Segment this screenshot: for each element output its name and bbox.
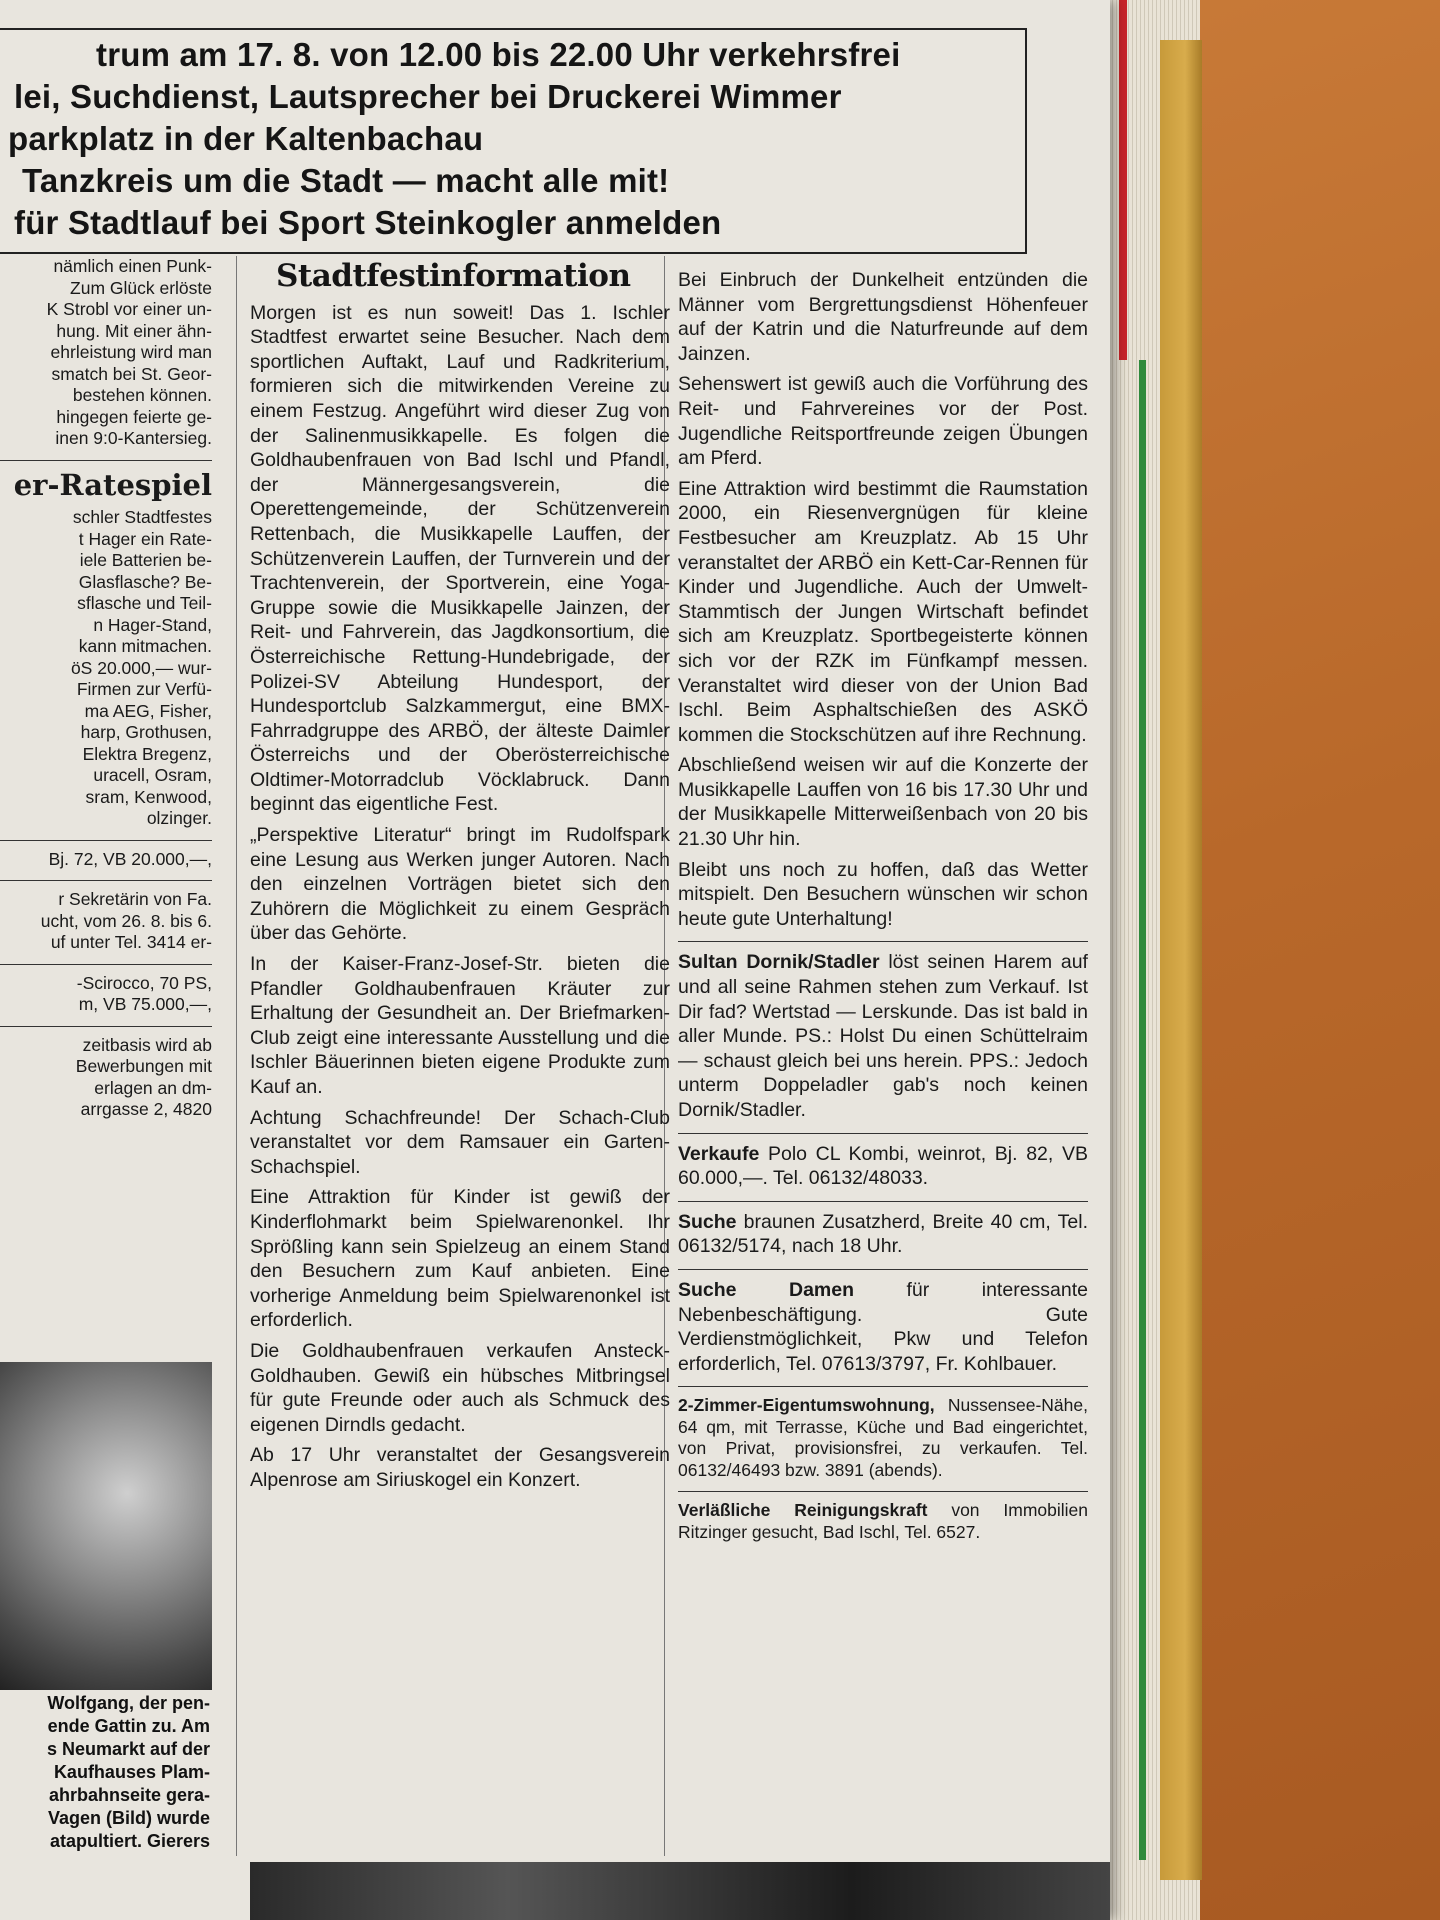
text-line: öS 20.000,— wur- bbox=[70, 657, 212, 678]
text-line: sram, Kenwood, bbox=[85, 786, 212, 807]
photo-caption bbox=[0, 1692, 210, 1853]
paragraph: Eine Attraktion für Kinder ist gewiß der Kinderflohmarkt beim Spielwarenonkel. Ihr Sprößling kann sein Spielzeug an einem Stand den Besuchern zum Kauf anbieten. Eine vorherige Anmeldung beim Spielwarenonkel ist erforderlich. bbox=[250, 1186, 670, 1332]
article-body bbox=[250, 301, 670, 1493]
middle-column bbox=[250, 258, 670, 1499]
text-line: hung. Mit einer ähn- bbox=[56, 320, 212, 341]
stadtfest-heading: Stadtfestinformation bbox=[276, 258, 631, 294]
left-block-ad bbox=[0, 1035, 212, 1121]
text-line: iele Batterien be- bbox=[79, 550, 212, 571]
paragraph: Bleibt uns noch zu hoffen, daß das Wetter mitspielt. Den Besuchern wünschen wir schon heute gute Unterhaltung! bbox=[678, 858, 1088, 930]
ad-lead: Sultan Dornik/Stadler bbox=[678, 951, 880, 974]
ad-text: Nussensee-Nähe, 64 qm, mit Terrasse, Küche und Bad eingerichtet, von Privat, provisionsfrei, zu verkaufen. Tel. 06132/46493 bzw. 3891 (abends). bbox=[678, 1395, 1088, 1480]
text-line: t Hager ein Rate- bbox=[78, 528, 212, 549]
paragraph: Achtung Schachfreunde! Der Schach-Club veranstaltet vor dem Ramsauer ein Garten-Schachspiel. bbox=[250, 1106, 670, 1178]
text-line: Bj. 72, VB 20.000,—, bbox=[48, 848, 212, 869]
text-line: smatch bei St. Geor- bbox=[51, 363, 212, 384]
classified-ad bbox=[678, 1500, 1088, 1543]
left-block-ad bbox=[0, 889, 212, 954]
divider bbox=[0, 460, 212, 461]
classified-ad bbox=[678, 1210, 1088, 1259]
paragraph: Morgen ist es nun soweit! Das 1. Ischler Stadtfest erwartet seine Besucher. Nach dem sportlichen Auftakt, Lauf und Radkriterium, formieren sich die mitwirkenden Vereine zu einem Festzug. Angeführt wird dieser Zug von der Salinenmusikkapelle. Es folgen die Goldhaubenfrauen von Bad Ischl und Pfandl, der Männergesangsverein, die Operettengemeinde, der Schützenverein Rettenbach, die Musikkapelle Lauffen, der Schützenverein Lauffen, der Turnverein und der Trachtenverein, der Sportverein, eine Yoga-Gruppe sowie die Musikkapelle Jainzen, der Reit- und Fahrverein, das Jagdkonsortium, die Österreichische Rettung-Hundebrigade, der Polizei-SV Abteilung Hundesport, der Hundesportclub Salzkammergut, eine BMX-Fahrradgruppe des ARBÖ, der älteste Daimler Österreichs und der Oberösterreichische Oldtimer-Motorradclub Vöcklabruck. Dann beginnt das eigentliche Fest. bbox=[250, 301, 670, 816]
text-line: ma AEG, Fisher, bbox=[84, 700, 212, 721]
left-block-ad bbox=[0, 849, 212, 871]
text-line: erlagen an dm- bbox=[94, 1077, 212, 1098]
text-line: inen 9:0-Kantersieg. bbox=[55, 428, 212, 448]
text-line: nämlich einen Punk- bbox=[53, 256, 212, 276]
text-line: ucht, vom 26. 8. bis 6. bbox=[40, 910, 212, 931]
text-line: bestehen können. bbox=[72, 385, 212, 405]
text-line: schler Stadtfestes bbox=[72, 507, 212, 528]
classified-ad bbox=[678, 1395, 1088, 1481]
caption-line: Wolfgang, der pen- bbox=[47, 1693, 210, 1713]
book-cover-edge bbox=[1160, 40, 1202, 1880]
classified-ads bbox=[678, 941, 1088, 1543]
left-block-ad bbox=[0, 973, 212, 1016]
bottom-photo-strip bbox=[250, 1862, 1110, 1920]
text-line: Firmen zur Verfü- bbox=[76, 679, 212, 700]
right-column bbox=[678, 268, 1088, 1549]
classified-ad bbox=[678, 1142, 1088, 1191]
headline-line: lei, Suchdienst, Lautsprecher bei Druckerei Wimmer bbox=[14, 78, 842, 115]
text-line: Glasflasche? Be- bbox=[78, 571, 212, 592]
divider bbox=[678, 1269, 1088, 1270]
divider bbox=[678, 1133, 1088, 1134]
paragraph: Sehenswert ist gewiß auch die Vorführung des Reit- und Fahrvereines vor der Post. Jugendliche Reitsportfreunde zeigen Übungen am Pferd. bbox=[678, 373, 1088, 470]
text-line: arrgasse 2, 4820 bbox=[80, 1099, 212, 1120]
caption-line: atapultiert. Gierers bbox=[49, 1831, 210, 1851]
ad-lead: Suche Damen bbox=[678, 1278, 855, 1301]
text-line: sflasche und Teil- bbox=[77, 593, 212, 614]
caption-line: s Neumarkt auf der bbox=[46, 1739, 210, 1759]
divider bbox=[0, 1026, 212, 1027]
divider bbox=[0, 880, 212, 881]
paragraph: Bei Einbruch der Dunkelheit entzünden die Männer vom Bergrettungsdienst Höhenfeuer auf der Katrin und die Naturfreunde auf dem Jainzen. bbox=[678, 269, 1088, 365]
text-line: Zum Glück erlöste bbox=[70, 277, 212, 298]
ad-lead: Verläßliche Reinigungskraft bbox=[678, 1500, 928, 1521]
text-line: Bewerbungen mit bbox=[75, 1056, 212, 1077]
divider bbox=[0, 840, 212, 841]
text-line: K Strobl vor einer un- bbox=[46, 299, 212, 319]
ad-text: löst seinen Harem auf und all seine Rahmen stehen zum Verkauf. Ist Dir fad? Wertstad — Lerskunde. Das ist bald in aller Munde. PS.: Holst Du einen Schüttelraim — schaust gleich bei uns herein. PPS.: Jedoch unterm Doppeladler gab's noch keinen Dornik/Stadler. bbox=[678, 951, 1088, 1121]
divider bbox=[0, 964, 212, 965]
left-block-sport bbox=[0, 256, 212, 450]
headline-line: Tanzkreis um die Stadt — macht alle mit! bbox=[22, 162, 670, 199]
red-tab-stripe bbox=[1119, 0, 1127, 360]
text-line: zeitbasis wird ab bbox=[82, 1034, 212, 1055]
paragraph: Die Goldhaubenfrauen verkaufen Ansteck-Goldhauben. Gewiß ein hübsches Mitbringsel für gute Freunde oder auch als Schmuck des eigenen Dirndls gedacht. bbox=[250, 1339, 670, 1436]
headline-line: trum am 17. 8. von 12.00 bis 22.00 Uhr verkehrsfrei bbox=[96, 36, 901, 73]
divider bbox=[678, 1491, 1088, 1492]
caption-line: Vagen (Bild) wurde bbox=[47, 1808, 210, 1828]
headline-box bbox=[0, 28, 1027, 254]
text-line: ehrleistung wird man bbox=[50, 342, 212, 362]
headline-line: parkplatz in der Kaltenbachau bbox=[8, 120, 484, 157]
left-block-ratespiel bbox=[0, 507, 212, 830]
caption-line: Kaufhauses Plam- bbox=[53, 1762, 210, 1782]
left-column bbox=[0, 256, 212, 1121]
text-line: m, VB 75.000,—, bbox=[78, 994, 212, 1015]
ad-text: Polo CL Kombi, weinrot, Bj. 82, VB 60.000,—. Tel. 06132/48033. bbox=[678, 1142, 1088, 1190]
text-line: Elektra Bregenz, bbox=[82, 743, 212, 764]
text-line: harp, Grothusen, bbox=[80, 722, 212, 743]
news-photo bbox=[0, 1362, 212, 1690]
text-line: -Scirocco, 70 PS, bbox=[76, 972, 212, 993]
article-body-continued bbox=[678, 268, 1088, 931]
divider bbox=[678, 941, 1088, 942]
text-line: uf unter Tel. 3414 er- bbox=[50, 932, 212, 953]
caption-line: ahrbahnseite gera- bbox=[48, 1785, 210, 1805]
text-line: hingegen feierte ge- bbox=[56, 406, 212, 427]
paragraph: „Perspektive Literatur“ bringt im Rudolfspark eine Lesung aus Werken junger Autoren. Nach den einzelnen Vorträgen bietet sich den Zuhörern die Möglichkeit zu einem Gespräch über das Gehörte. bbox=[250, 824, 670, 945]
divider bbox=[678, 1386, 1088, 1387]
ad-lead: Suche bbox=[678, 1210, 737, 1233]
paragraph: Eine Attraktion wird bestimmt die Raumstation 2000, ein Riesenvergnügen für kleine Festbesucher am Kreuzplatz. Ab 15 Uhr veranstaltet der ARBÖ ein Kett-Car-Rennen für Kinder und Jugendliche. Auch der Umwelt-Stammtisch der Jungen Wirtschaft befindet sich am Kreuzplatz. Sportbegeisterte können sich vor der RZK im Fünfkampf messen. Veranstaltet wird dieser von der Union Bad Ischl. Beim Asphaltschießen des ASKÖ kommen die Stockschützen auf ihre Rechnung. bbox=[678, 477, 1088, 746]
ad-lead: Verkaufe bbox=[678, 1142, 760, 1165]
ad-text: braunen Zusatzherd, Breite 40 cm, Tel. 06132/5174, nach 18 Uhr. bbox=[678, 1210, 1088, 1258]
text-line: uracell, Osram, bbox=[93, 765, 212, 786]
classified-ad bbox=[678, 1278, 1088, 1376]
classified-ad bbox=[678, 950, 1088, 1122]
paragraph: In der Kaiser-Franz-Josef-Str. bieten die Pfandler Goldhaubenfrauen Kräuter zur Erhaltung der Gesundheit an. Der Briefmarken-Club zeigt eine interessante Ausstellung und die Ischler Bäuerinnen bieten eigene Produkte zum Kauf an. bbox=[250, 953, 670, 1098]
ad-text: für interessante Nebenbeschäftigung. Gute Verdienstmöglichkeit, Pkw und Telefon erforderlich, Tel. 07613/3797, Fr. Kohlbauer. bbox=[678, 1278, 1088, 1375]
green-tab-stripe bbox=[1139, 360, 1146, 1860]
column-divider bbox=[236, 256, 237, 1856]
paragraph: Abschließend weisen wir auf die Konzerte der Musikkapelle Lauffen von 16 bis 17.30 Uhr und der Musikkapelle Mitterweißenbach von 20 bis 21.30 Uhr hin. bbox=[678, 754, 1088, 851]
ad-lead: 2-Zimmer-Eigentumswohnung, bbox=[678, 1395, 935, 1416]
ratespiel-heading: er-Ratespiel bbox=[13, 467, 212, 502]
text-line: kann mitmachen. bbox=[78, 636, 212, 657]
headline-line: für Stadtlauf bei Sport Steinkogler anmelden bbox=[14, 204, 722, 241]
text-line: n Hager-Stand, bbox=[93, 614, 212, 635]
caption-line: ende Gattin zu. Am bbox=[47, 1716, 210, 1736]
paragraph: Ab 17 Uhr veranstaltet der Gesangsverein Alpenrose am Siriuskogel ein Konzert. bbox=[250, 1444, 670, 1491]
text-line: olzinger. bbox=[146, 808, 212, 829]
divider bbox=[678, 1201, 1088, 1202]
text-line: r Sekretärin von Fa. bbox=[58, 889, 212, 910]
ad-text: von Immobilien Ritzinger gesucht, Bad Ischl, Tel. 6527. bbox=[678, 1500, 1088, 1542]
